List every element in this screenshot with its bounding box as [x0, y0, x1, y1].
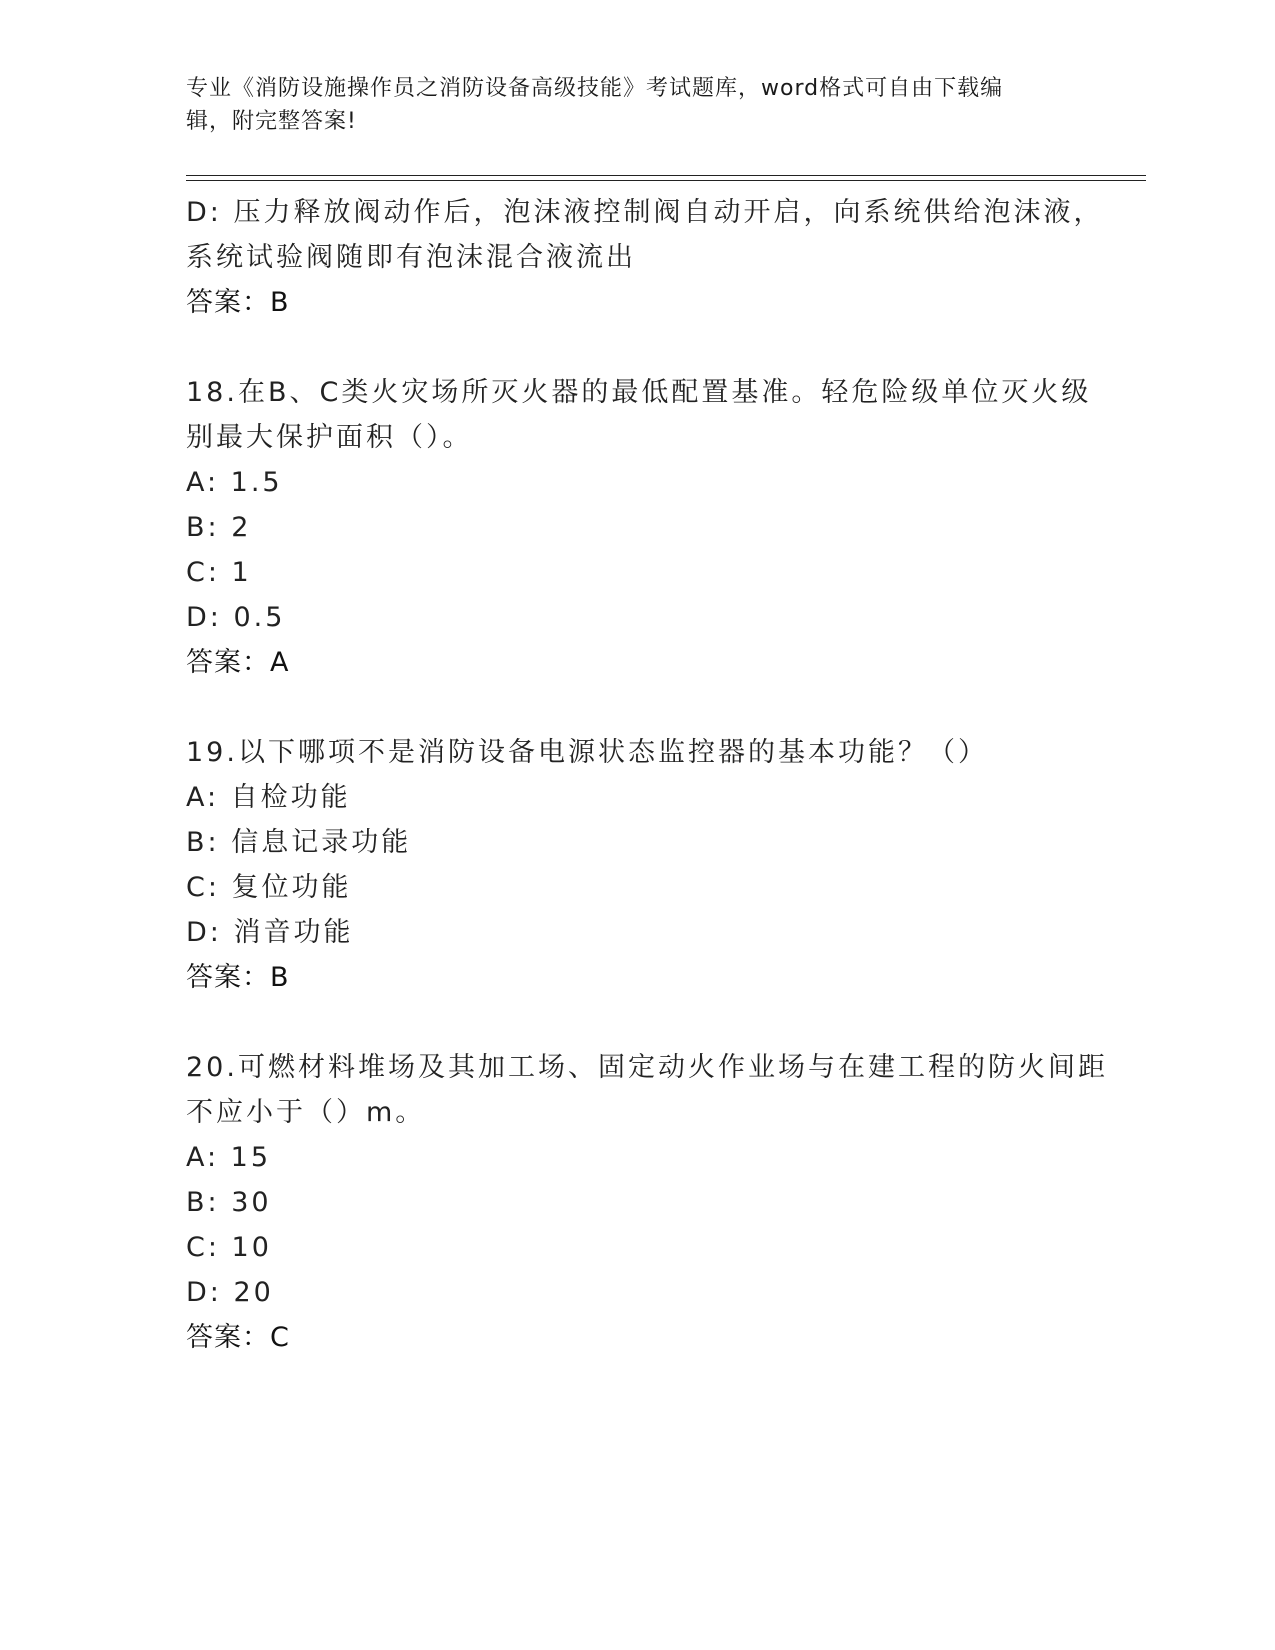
question-stem-line-1: 20.可燃材料堆场及其加工场、固定动火作业场与在建工程的防火间距 [186, 1052, 1108, 1083]
option-c: C: 1 [186, 557, 252, 588]
option-d: D: 0.5 [186, 602, 286, 633]
question-stem-line-2: 不应小于（）m。 [186, 1097, 426, 1128]
page-header [186, 72, 1066, 138]
answer-19: 答案：B [186, 962, 290, 993]
spacer [186, 1001, 1106, 1045]
header-divider-top [186, 175, 1146, 176]
option-d: D: 消音功能 [186, 917, 354, 948]
question-stem-line-1: 19.以下哪项不是消防设备电源状态监控器的基本功能？（） [186, 737, 988, 768]
answer-17: 答案：B [186, 287, 290, 318]
header-line-1: 专业《消防设施操作员之消防设备高级技能》考试题库，word格式可自由下载编 [186, 76, 1004, 101]
spacer [186, 686, 1106, 730]
option-a: A: 自检功能 [186, 782, 351, 813]
option-c: C: 10 [186, 1232, 272, 1263]
option-a: A: 15 [186, 1142, 272, 1173]
option-b: B: 信息记录功能 [186, 827, 412, 858]
answer-18: 答案：A [186, 647, 290, 678]
option-c: C: 复位功能 [186, 872, 352, 903]
answer-20: 答案：C [186, 1322, 290, 1353]
option-d: D: 20 [186, 1277, 274, 1308]
question-20 [186, 1045, 1106, 1361]
question-17-tail [186, 190, 1106, 326]
question-stem-line-1: 18.在B、C类火灾场所灭火器的最低配置基准。轻危险级单位灭火级 [186, 377, 1092, 408]
question-19 [186, 730, 1106, 1001]
header-divider-bottom [186, 180, 1146, 181]
document-body [186, 190, 1106, 1361]
spacer [186, 326, 1106, 370]
header-line-2: 辑，附完整答案! [186, 109, 357, 134]
option-b: B: 2 [186, 512, 252, 543]
option-b: B: 30 [186, 1187, 272, 1218]
option-d-line-1: D: 压力释放阀动作后，泡沫液控制阀自动开启，向系统供给泡沫液， [186, 197, 1104, 228]
option-a: A: 1.5 [186, 467, 283, 498]
question-stem-line-2: 别最大保护面积（）。 [186, 422, 473, 453]
option-d-line-2: 系统试验阀随即有泡沫混合液流出 [186, 242, 636, 273]
question-18 [186, 370, 1106, 686]
